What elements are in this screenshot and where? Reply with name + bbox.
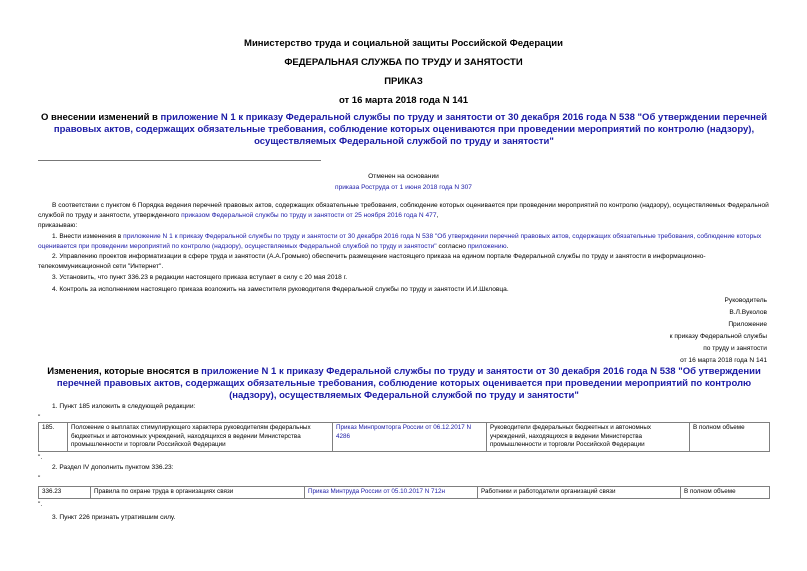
appendix-link[interactable]: приложению (467, 242, 507, 250)
service-title: ФЕДЕРАЛЬНАЯ СЛУЖБА ПО ТРУДУ И ЗАНЯТОСТИ (284, 57, 523, 68)
title-prefix: О внесении изменений в (40, 112, 161, 123)
change-item-1: 1. Пункт 185 изложить в следующей редакции: (52, 403, 196, 410)
changes-title-prefix: Изменения, которые вносятся в (47, 366, 202, 377)
changes-title-link[interactable]: приложение N 1 к приказу Федеральной службы по труду и занятости от 30 декабря 2016 года N 538 "Об утверждении перечней правовых актов, содержащих обязательные требования, соблюдение которых оценивается при проведении мероприятий по контролю (надзору), осуществляемых Федеральной службой по труду и занятости" (56, 366, 761, 401)
cell-scope: В полном объеме (690, 423, 770, 452)
cell-persons: Руководители федеральных бюджетных и автономных учреждений, находящихся в ведении Министерства промышленности и торговли Российской Федерации (487, 423, 690, 452)
basis-link[interactable]: приказом Федеральной службы по труду и занятости от 25 ноября 2016 года N 477 (181, 211, 437, 219)
item1-suffix: согласно (436, 242, 468, 250)
cell-number: 185. (39, 423, 68, 452)
document-title (38, 112, 770, 148)
cancelled-link[interactable]: приказа Роструда от 1 июня 2018 года N 307 (335, 184, 472, 191)
paragraph-basis (38, 201, 770, 220)
ministry-title: Министерство труда и социальной защиты Российской Федерации (244, 38, 563, 49)
table-point-336-23 (38, 486, 770, 499)
doc-type: ПРИКАЗ (384, 76, 423, 87)
cell-number: 336.23 (39, 487, 91, 499)
cancelled-note: Отменен на основании (368, 173, 439, 180)
appendix-service: по труду и занятости (703, 345, 767, 352)
change-item-3: 3. Пункт 226 признать утратившим силу. (52, 514, 176, 521)
table-row (39, 487, 770, 499)
paragraph-item-1 (38, 232, 770, 251)
divider (38, 160, 321, 161)
cell-persons: Работники и работодатели организаций связи (478, 487, 681, 499)
table-point-185 (38, 422, 770, 452)
basis-end: , (436, 211, 439, 219)
item1-link[interactable]: приложение N 1 к приказу Федеральной службы по труду и занятости от 30 декабря 2016 года N 538 "Об утверждении перечней правовых актов, содержащих обязательные требования, соблюдение которых оценивается при проведении мероприятий по контролю (надзору), осуществляемых Федеральной службой по труду и занятости" (38, 233, 762, 250)
cell-act-link[interactable]: Приказ Минпромторга России от 06.12.2017 N 4286 (333, 423, 487, 452)
basis-text: В соответствии с пунктом 6 Порядка ведения перечней правовых актов, содержащих обязательные требования, соблюдение которых оценивается при проведении мероприятий по контролю (надзору), осуществляемых Федеральной службой по труду и занятости, утвержденного (38, 202, 769, 219)
paragraph-item-2: 2. Управлению проектов информатизации в сфере труда и занятости (А.А.Громыко) обеспечить размещение настоящего приказа на едином портале Федеральной службы по труду и занятости в информационно-телекоммуникационной сети "Интернет". (38, 253, 706, 270)
paragraph-item-3: 3. Установить, что пункт 336.23 в редакции настоящего приказа вступает в силу с 20 мая 2018 г. (52, 274, 348, 281)
appendix-date: от 16 марта 2018 года N 141 (680, 357, 767, 364)
item1-end: . (506, 242, 509, 250)
changes-title (38, 366, 770, 402)
quote-open-1: " (38, 414, 41, 421)
cell-scope: В полном объеме (681, 487, 770, 499)
change-item-2: 2. Раздел IV дополнить пунктом 336.23: (52, 464, 174, 471)
item1-prefix: 1. Внести изменения в (52, 233, 124, 240)
signature-name: В.Л.Вуколов (729, 309, 767, 316)
table-row (39, 423, 770, 452)
order-word: приказываю: (38, 222, 78, 229)
appendix-label: Приложение (728, 321, 767, 328)
cell-act-name: Положение о выплатах стимулирующего характера руководителям федеральных бюджетных и автономных учреждений, находящихся в ведении Министерства промышленности и торговли Российской Федерации (68, 423, 333, 452)
signature-role: Руководитель (724, 297, 767, 304)
title-link[interactable]: приложение N 1 к приказу Федеральной службы по труду и занятости от 30 декабря 2016 года N 538 "Об утверждении перечней правовых актов, содержащих обязательные требования, соблюдение которых оцениваются при проведении мероприятий по контролю (надзору), осуществляемых Федеральной службой по труду и занятости" (53, 112, 768, 147)
cell-act-name: Правила по охране труда в организациях связи (91, 487, 305, 499)
cell-act-link[interactable]: Приказ Минтруда России от 05.10.2017 N 712н (305, 487, 478, 499)
appendix-order: к приказу Федеральной службы (669, 333, 767, 340)
quote-open-2: " (38, 475, 41, 482)
paragraph-item-4: 4. Контроль за исполнением настоящего приказа возложить на заместителя руководителя Федеральной службы по труду и занятости И.И.Шкловца. (52, 286, 509, 293)
quote-close-1: ". (38, 454, 43, 461)
quote-close-2: ". (38, 501, 43, 508)
doc-date: от 16 марта 2018 года N 141 (338, 95, 469, 106)
